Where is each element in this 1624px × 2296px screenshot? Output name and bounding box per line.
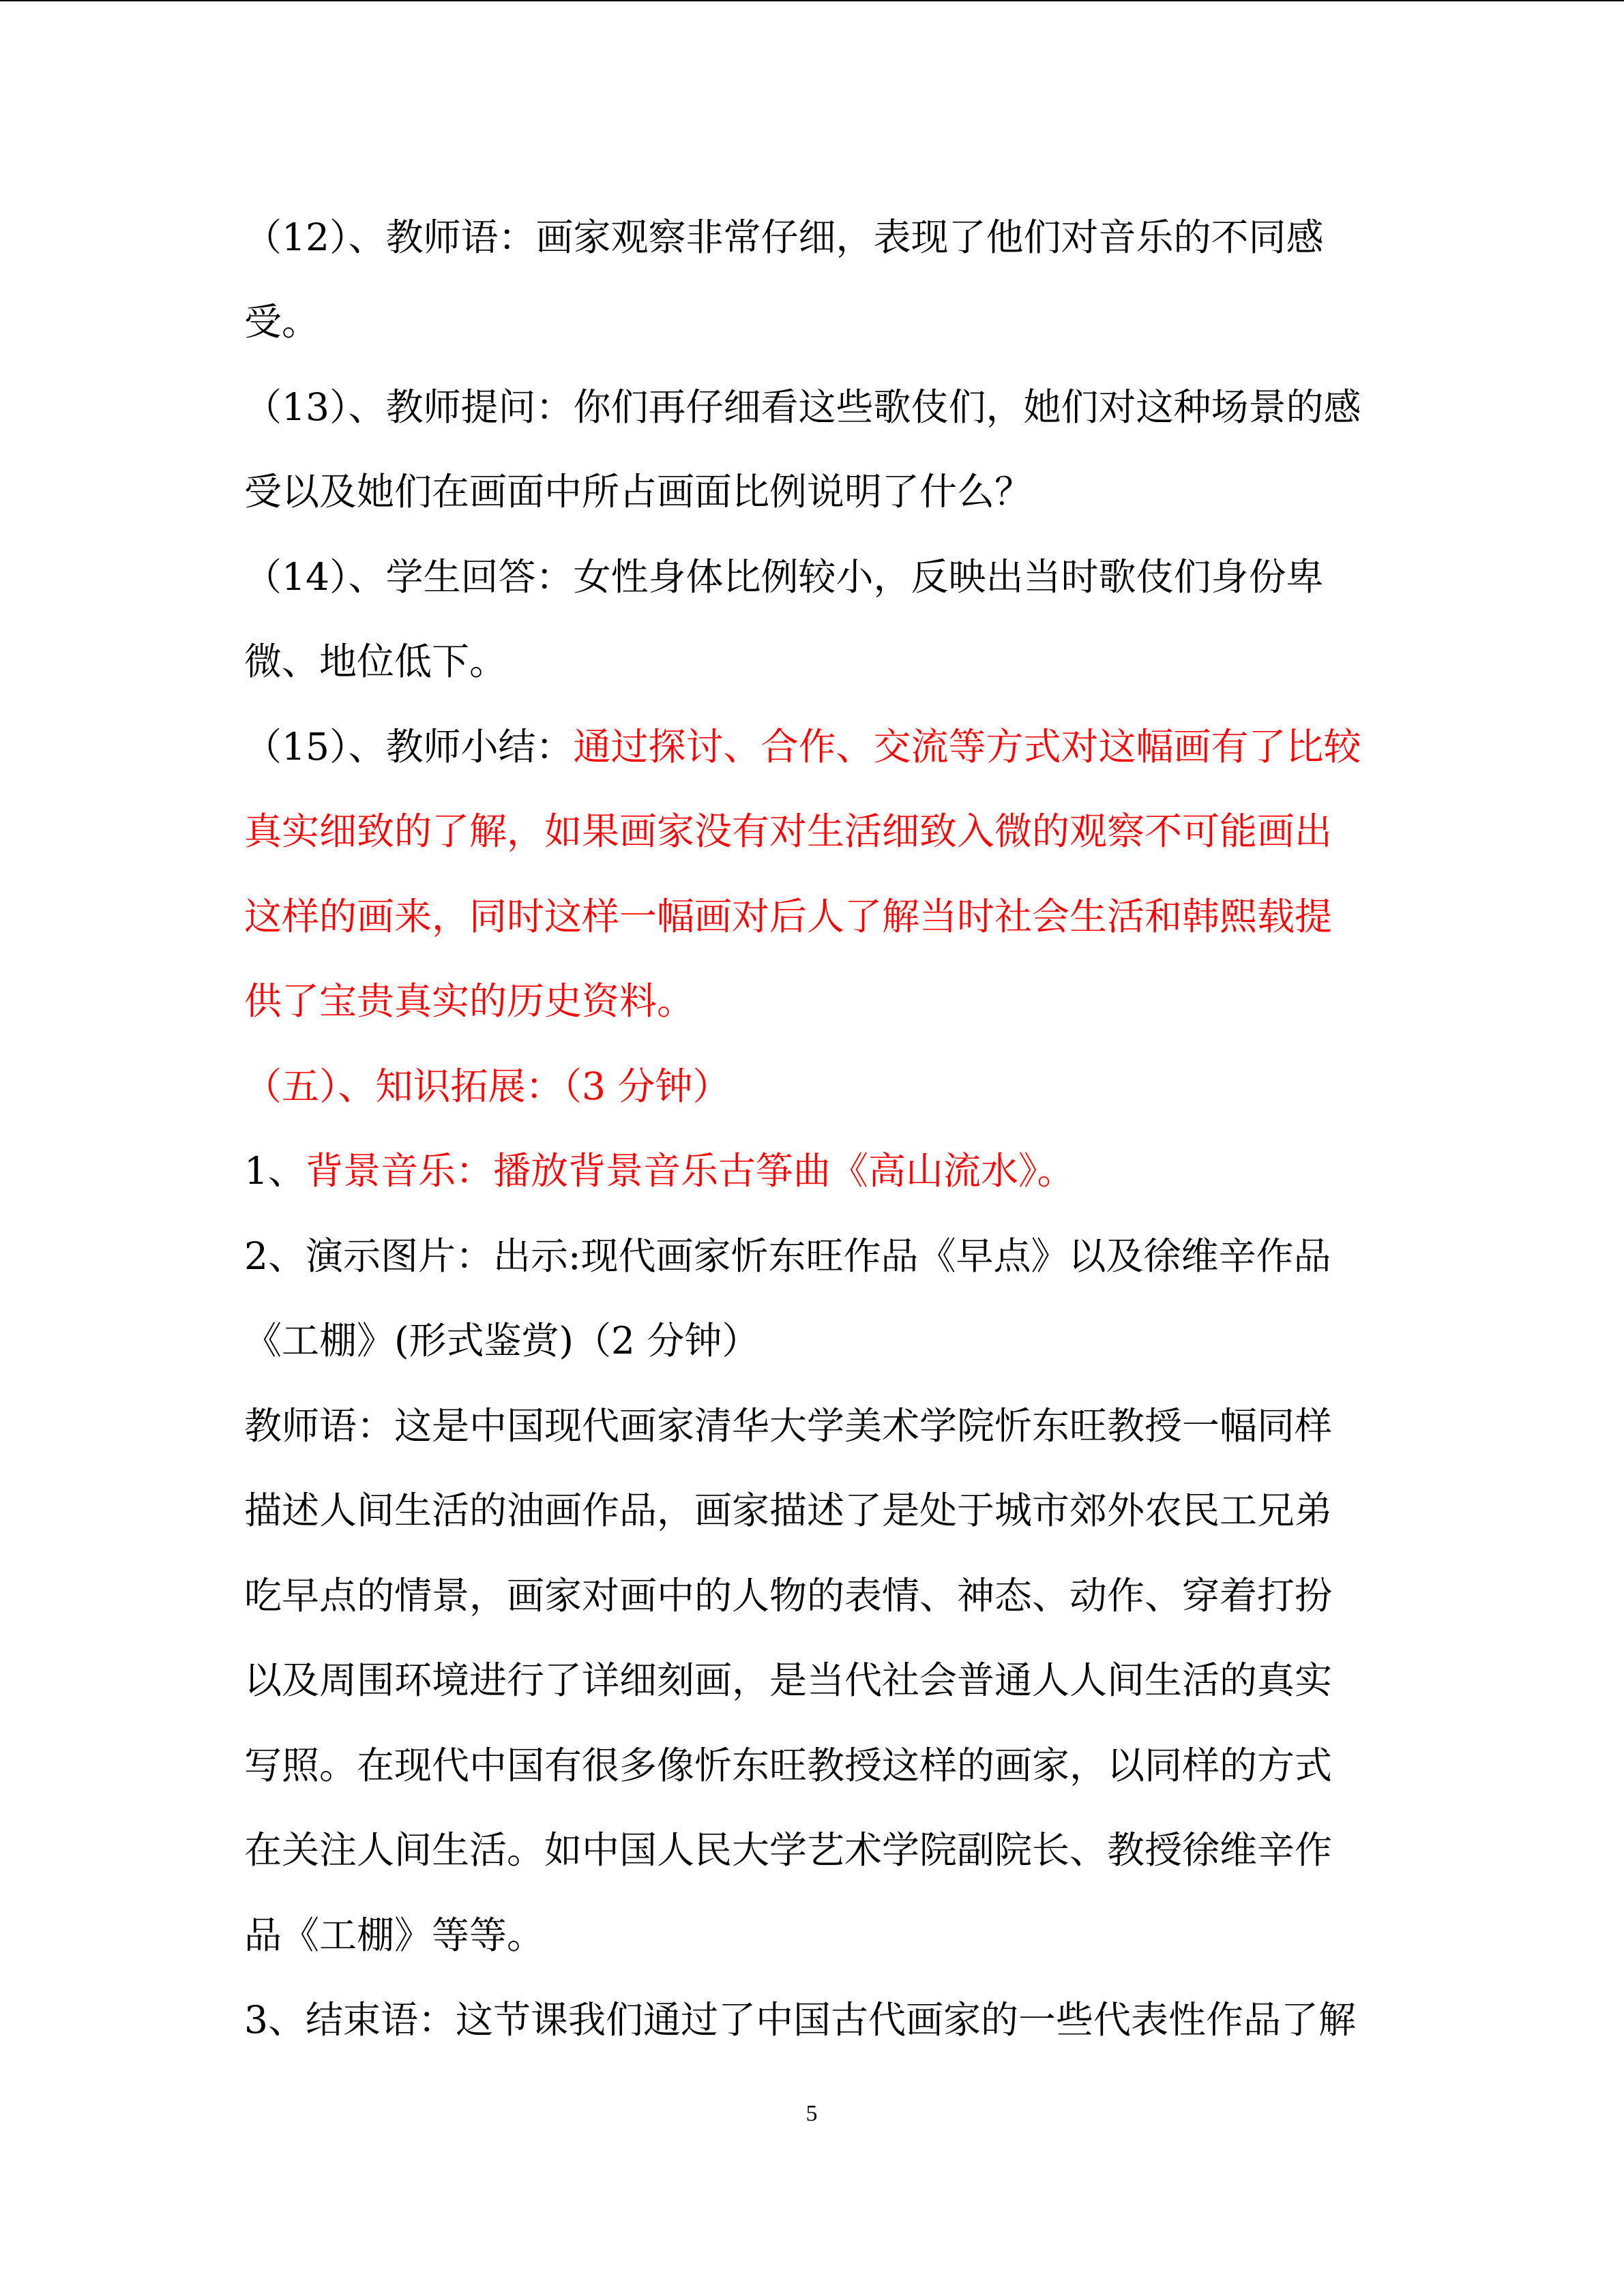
paragraph-line: [244, 1993, 1404, 2047]
line-text: 1、: [244, 1149, 306, 1193]
line-highlight-text: 通过探讨、合作、交流等方式对这幅画有了比较: [573, 725, 1361, 769]
line-highlight-text: （五）、知识拓展：（3 分钟）: [244, 1064, 730, 1108]
line-text: 3、结束语：这节课我们通过了中国古代画家的一些代表性作品了解: [244, 1998, 1356, 2042]
line-text: 受。: [244, 300, 320, 344]
line-text: 微、地位低下。: [244, 640, 507, 683]
paragraph-line: [244, 1313, 1404, 1368]
line-text: 教师语：这是中国现代画家清华大学美术学院忻东旺教授一幅同样: [244, 1404, 1333, 1448]
paragraph-line: [244, 1144, 1404, 1198]
paragraph-line: [244, 719, 1404, 774]
paragraph-line: [244, 1483, 1404, 1538]
page-number: 5: [806, 2101, 818, 2126]
paragraph-line: [244, 1568, 1404, 1623]
paragraph-line: [244, 889, 1404, 944]
line-text: 以及周围环境进行了详细刻画，是当代社会普通人人间生活的真实: [244, 1658, 1333, 1702]
line-text: 2、演示图片：出示:现代画家忻东旺作品《早点》以及徐维辛作品: [244, 1234, 1331, 1278]
paragraph-line: [244, 550, 1404, 604]
paragraph-line: [244, 974, 1404, 1028]
paragraph-line: [244, 1229, 1404, 1283]
top-border-line: [0, 0, 1624, 1]
paragraph-line: [244, 1399, 1404, 1453]
line-text: 写照。在现代中国有很多像忻东旺教授这样的画家，以同样的方式: [244, 1744, 1333, 1787]
paragraph-line: [244, 1823, 1404, 1877]
line-text: 吃早点的情景，画家对画中的人物的表情、神态、动作、穿着打扮: [244, 1574, 1333, 1617]
section-heading: [244, 1059, 1404, 1114]
line-text: （13）、教师提问：你们再仔细看这些歌伎们，她们对这种场景的感: [244, 385, 1361, 429]
line-text: 品《工棚》等等。: [244, 1913, 545, 1957]
line-text: （14）、学生回答：女性身体比例较小，反映出当时歌伎们身份卑: [244, 555, 1324, 599]
line-text: 受以及她们在画面中所占画面比例说明了什么？: [244, 470, 1033, 513]
paragraph-line: [244, 380, 1404, 434]
line-text: 在关注人间生活。如中国人民大学艺术学院副院长、教授徐维辛作: [244, 1828, 1333, 1872]
line-text: （12）、教师语：画家观察非常仔细，表现了他们对音乐的不同感: [244, 215, 1324, 259]
paragraph-line: [244, 295, 1404, 349]
paragraph-line: [244, 464, 1404, 519]
paragraph-line: [244, 804, 1404, 859]
paragraph-line: [244, 210, 1404, 265]
line-highlight-text: 这样的画来，同时这样一幅画对后人了解当时社会生活和韩熙载提: [244, 895, 1333, 938]
paragraph-line: [244, 634, 1404, 689]
line-highlight-text: 供了宝贵真实的历史资料。: [244, 979, 695, 1023]
line-highlight-text: 真实细致的了解，如果画家没有对生活细致入微的观察不可能画出: [244, 809, 1333, 853]
paragraph-line: [244, 1653, 1404, 1708]
line-text: （15）、教师小结：: [244, 725, 574, 769]
line-text: 描述人间生活的油画作品，画家描述了是处于城市郊外农民工兄弟: [244, 1489, 1333, 1532]
line-text: 《工棚》(形式鉴赏)（2 分钟）: [244, 1319, 760, 1362]
paragraph-line: [244, 1738, 1404, 1793]
paragraph-line: [244, 1908, 1404, 1963]
line-highlight-text: 背景音乐：播放背景音乐古筝曲《高山流水》。: [306, 1149, 1075, 1193]
